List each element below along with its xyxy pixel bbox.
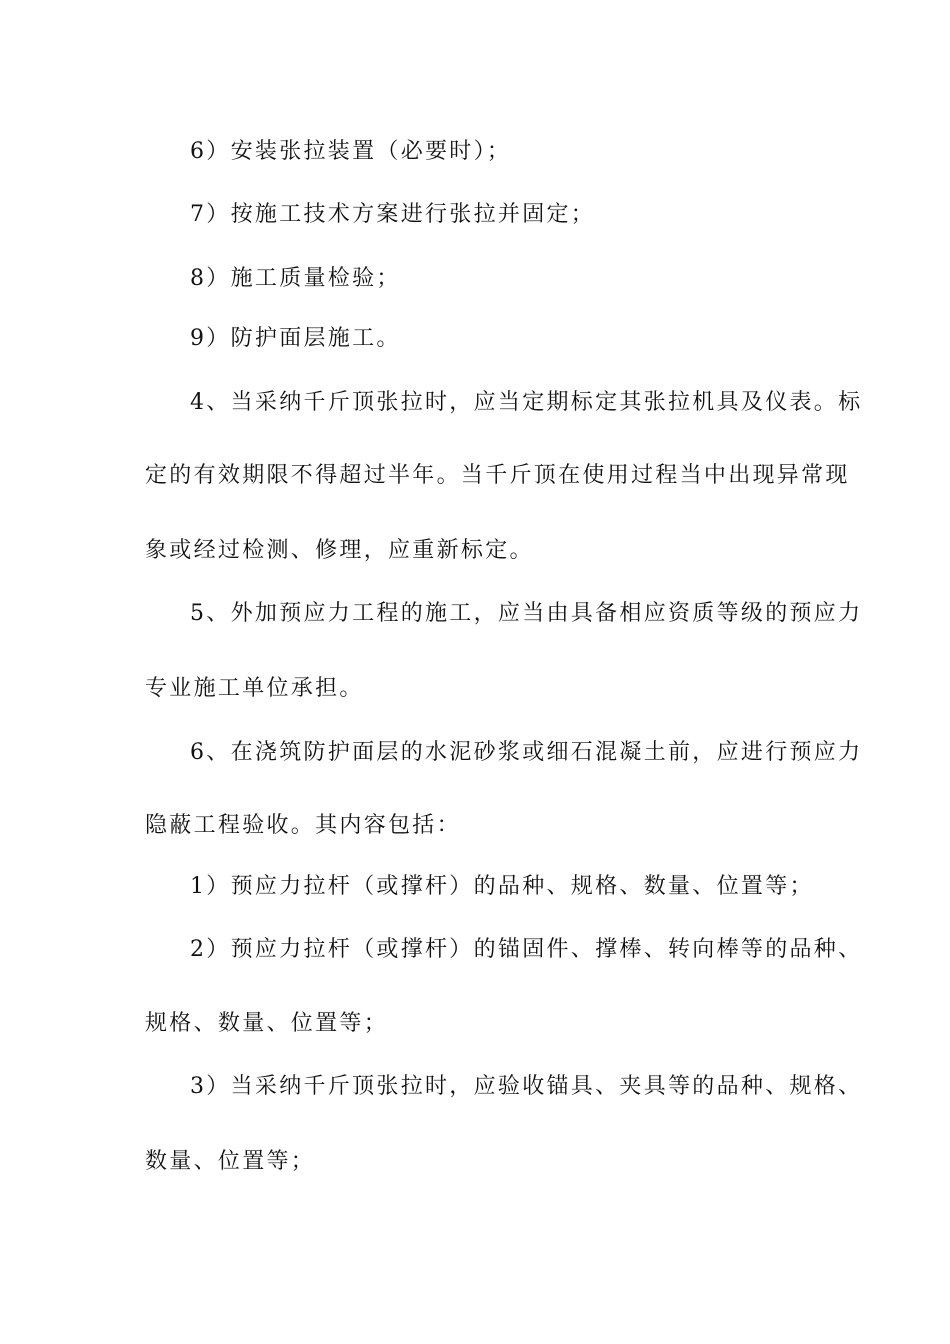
text-line: 6、在浇筑防护面层的水泥砂浆或细石混凝土前，应进行预应力 <box>190 740 863 765</box>
text-line: 4、当采纳千斤顶张拉时，应当定期标定其张拉机具及仪表。标 <box>190 390 863 415</box>
text-line: 7）按施工技术方案进行张拉并固定； <box>190 202 596 227</box>
text-line: 9）防护面层施工。 <box>190 326 401 351</box>
text-line: 专业施工单位承担。 <box>145 676 364 701</box>
text-line: 1）预应力拉杆（或撑杆）的品种、规格、数量、位置等； <box>190 874 814 899</box>
text-line: 隐蔽工程验收。其内容包括： <box>145 813 461 838</box>
text-line: 定的有效期限不得超过半年。当千斤顶在使用过程当中出现异常现 <box>145 463 850 488</box>
text-line: 2）预应力拉杆（或撑杆）的锚固件、撑棒、转向棒等的品种、 <box>190 937 863 962</box>
text-line: 3）当采纳千斤顶张拉时，应验收锚具、夹具等的品种、规格、 <box>190 1074 863 1099</box>
text-line: 8）施工质量检验； <box>190 266 401 291</box>
text-line: 6）安装张拉装置（必要时）； <box>190 139 512 164</box>
text-line: 规格、数量、位置等； <box>145 1011 389 1036</box>
text-line: 象或经过检测、修理，应重新标定。 <box>145 538 534 563</box>
text-line: 数量、位置等； <box>145 1149 316 1174</box>
text-line: 5、外加预应力工程的施工，应当由具备相应资质等级的预应力 <box>190 601 863 626</box>
